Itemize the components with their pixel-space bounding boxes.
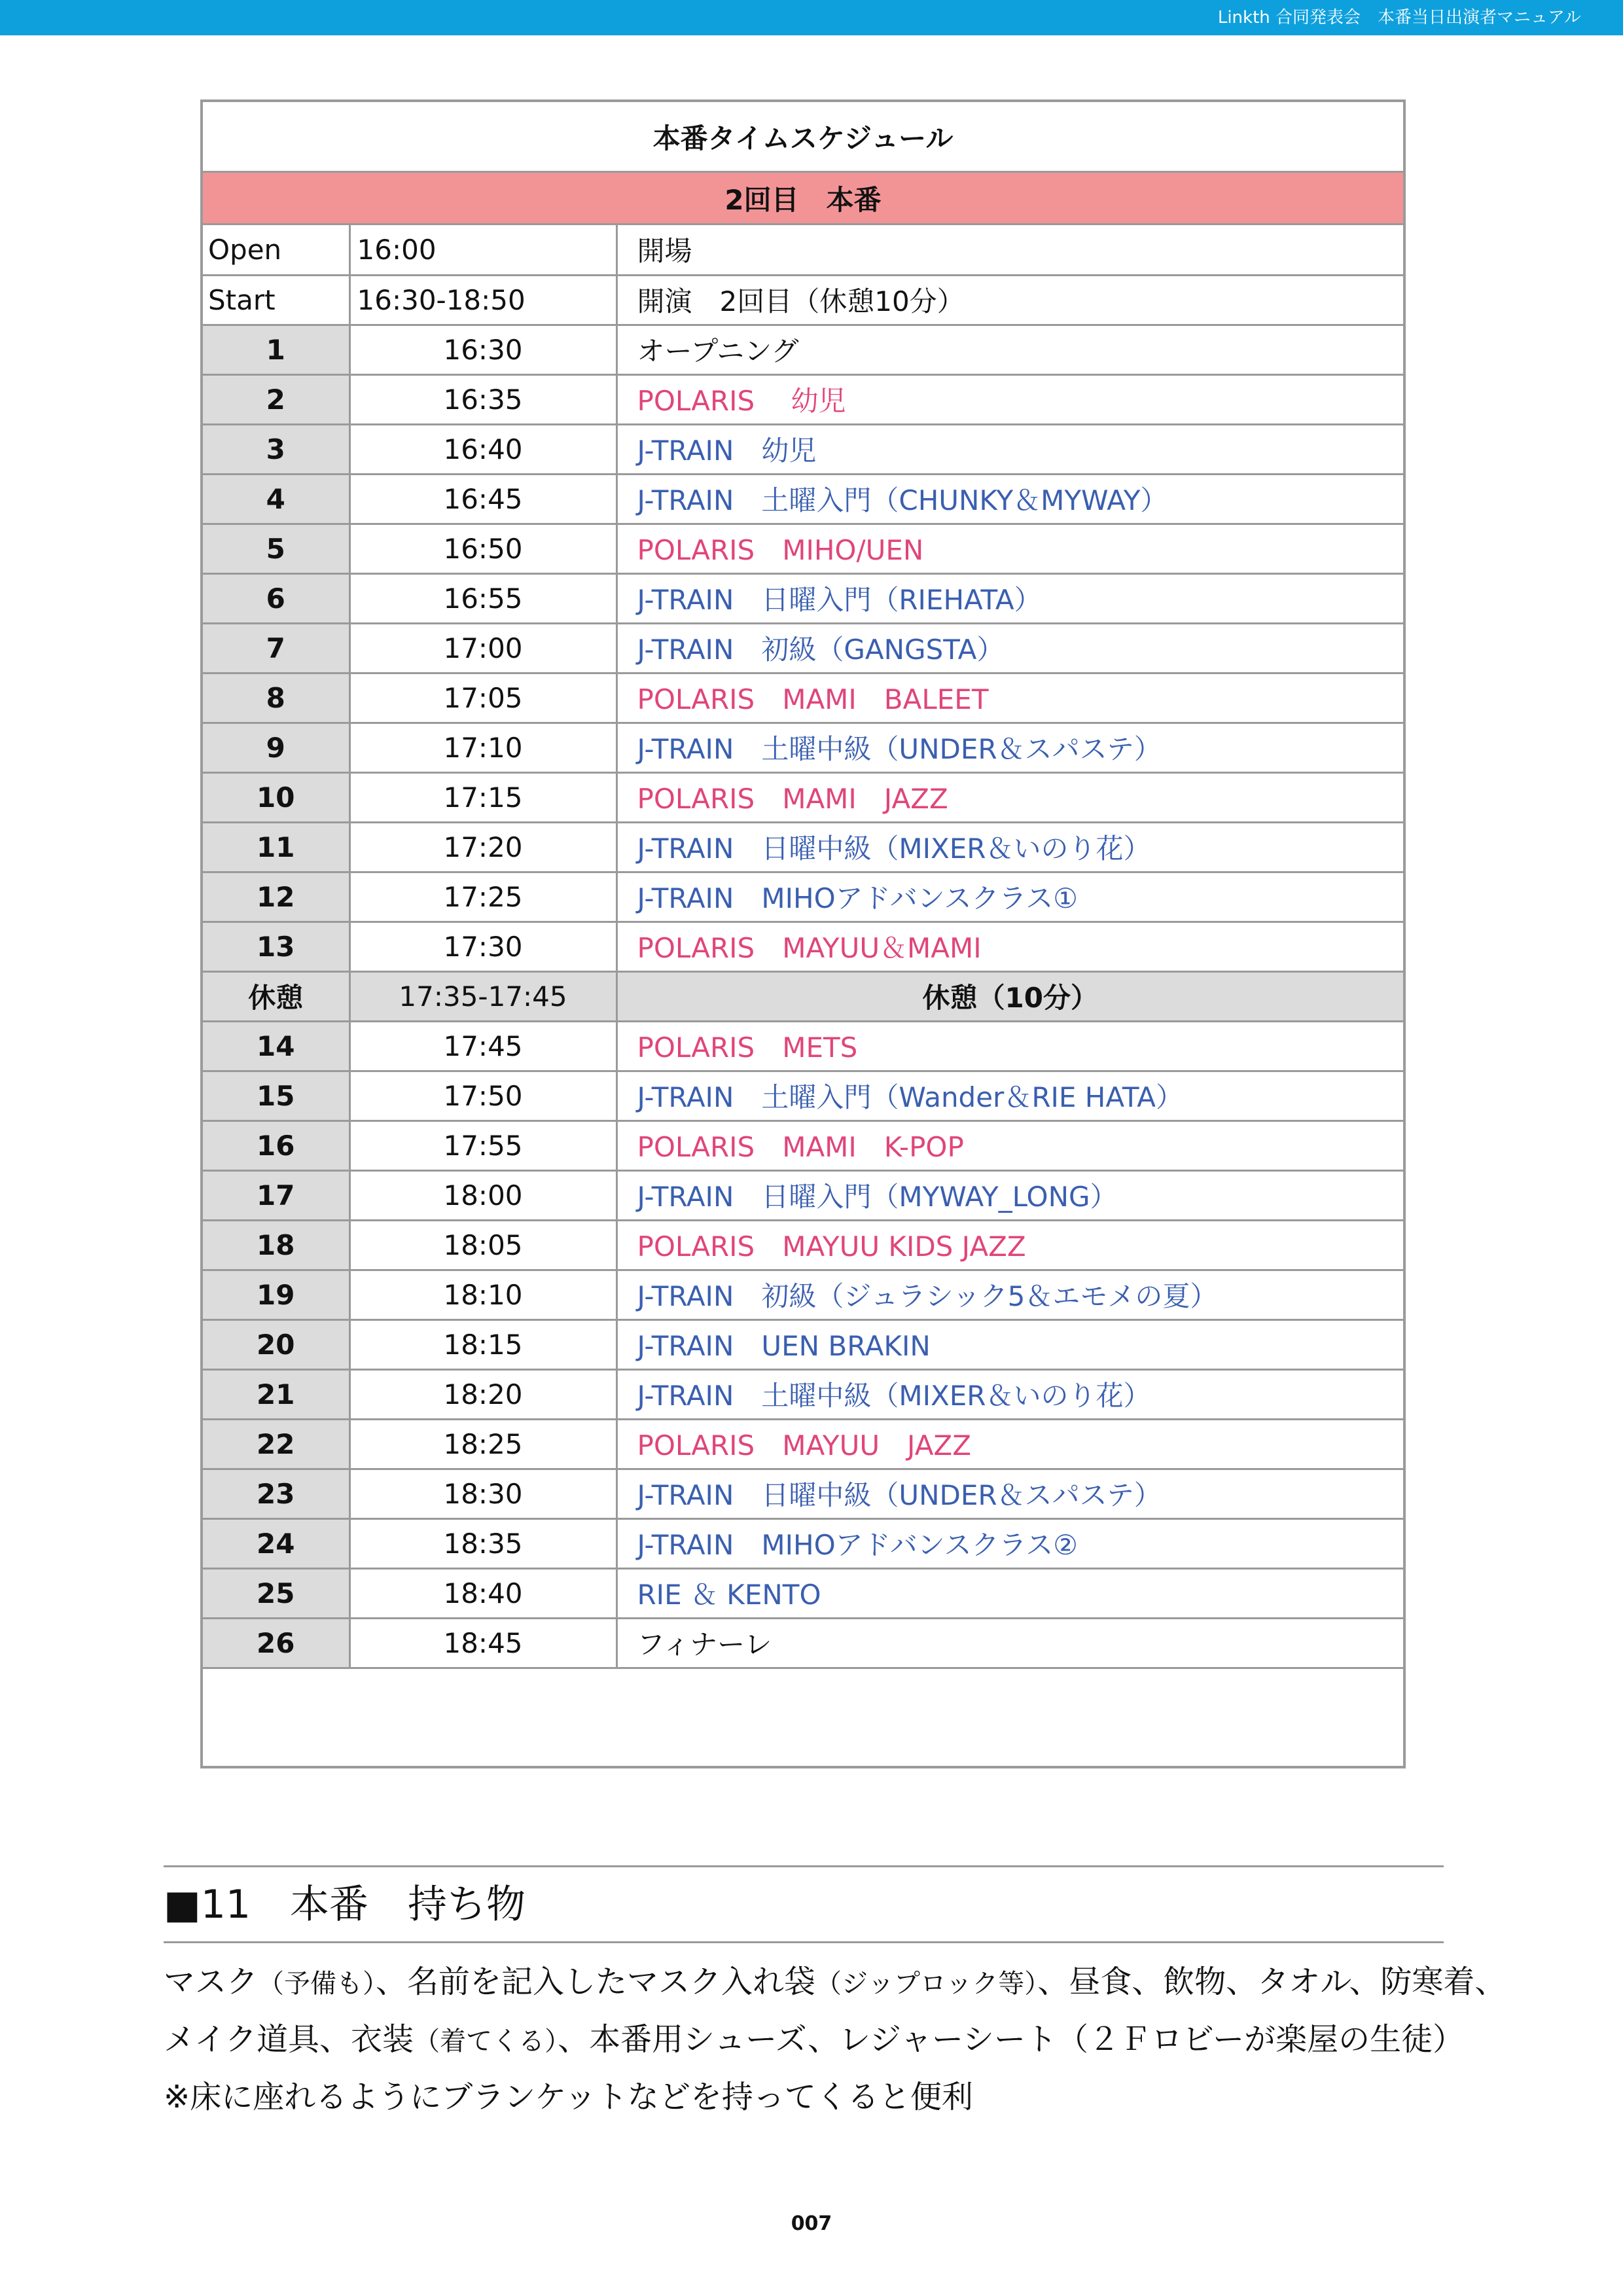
act-time: 18:30 [349, 1469, 616, 1518]
items-note: （ジップロック等） [815, 1969, 1038, 1999]
page-number: 007 [791, 2212, 832, 2235]
act-description: J-TRAIN MIHOアドバンスクラス① [616, 872, 1403, 922]
act-number: 6 [203, 573, 349, 623]
act-time: 18:45 [349, 1618, 616, 1668]
act-number: 19 [203, 1270, 349, 1319]
act-time: 17:25 [349, 872, 616, 922]
act-description: J-TRAIN 日曜入門（RIEHATA） [616, 573, 1403, 623]
schedule-row [203, 922, 1403, 971]
schedule-row [203, 474, 1403, 524]
act-time: 16:30 [349, 325, 616, 374]
act-time: 16:50 [349, 524, 616, 573]
act-description: J-TRAIN 幼児 [616, 424, 1403, 474]
schedule-row [203, 1220, 1403, 1270]
schedule-row [203, 573, 1403, 623]
open-row [203, 225, 1403, 275]
act-time: 16:40 [349, 424, 616, 474]
schedule-row [203, 723, 1403, 772]
break-time: 17:35-17:45 [349, 971, 616, 1021]
items-text: 、昼食、飲物、タオル、防寒着、 [1037, 1964, 1507, 2000]
act-time: 17:10 [349, 723, 616, 772]
items-line-1 [164, 1961, 1507, 2005]
schedule-row [203, 1568, 1403, 1618]
act-description: POLARIS MAYUU＆MAMI [616, 922, 1403, 971]
act-number: 16 [203, 1121, 349, 1170]
schedule-row [203, 822, 1403, 872]
items-text: メイク道具、衣装 [164, 2021, 414, 2058]
act-time: 18:40 [349, 1568, 616, 1618]
act-time: 17:00 [349, 623, 616, 673]
act-number: 15 [203, 1071, 349, 1121]
act-number: 2 [203, 374, 349, 424]
items-text: マスク [164, 1964, 259, 2000]
open-desc: 開場 [616, 225, 1403, 275]
schedule-row [203, 424, 1403, 474]
section-divider-top [164, 1865, 1444, 1867]
act-description: J-TRAIN 日曜中級（UNDER＆スパステ） [616, 1469, 1403, 1518]
schedule-row [203, 1469, 1403, 1518]
act-description: J-TRAIN 日曜入門（MYWAY_LONG） [616, 1170, 1403, 1220]
start-desc: 開演 2回目（休憩10分） [616, 275, 1403, 325]
act-number: 1 [203, 325, 349, 374]
act-description: J-TRAIN 土曜中級（UNDER＆スパステ） [616, 723, 1403, 772]
act-number: 8 [203, 673, 349, 723]
act-number: 18 [203, 1220, 349, 1270]
items-note: （着てくる） [414, 2026, 558, 2056]
schedule-row [203, 1121, 1403, 1170]
act-number: 20 [203, 1319, 349, 1369]
act-number: 11 [203, 822, 349, 872]
act-number: 12 [203, 872, 349, 922]
act-time: 18:00 [349, 1170, 616, 1220]
header-bar [0, 0, 1623, 35]
schedule-row [203, 374, 1403, 424]
act-description: POLARIS MAMI BALEET [616, 673, 1403, 723]
open-time: 16:00 [349, 225, 616, 275]
act-number: 3 [203, 424, 349, 474]
schedule-row [203, 1319, 1403, 1369]
start-time: 16:30-18:50 [349, 275, 616, 325]
act-number: 7 [203, 623, 349, 673]
act-number: 5 [203, 524, 349, 573]
act-number: 23 [203, 1469, 349, 1518]
act-time: 17:05 [349, 673, 616, 723]
schedule-row [203, 524, 1403, 573]
schedule-grid [203, 225, 1403, 1669]
act-number: 25 [203, 1568, 349, 1618]
schedule-table [200, 99, 1406, 1768]
act-time: 18:05 [349, 1220, 616, 1270]
start-label: Start [203, 275, 349, 325]
schedule-row [203, 872, 1403, 922]
act-description: POLARIS METS [616, 1021, 1403, 1071]
act-time: 17:50 [349, 1071, 616, 1121]
act-description: J-TRAIN 土曜入門（CHUNKY＆MYWAY） [616, 474, 1403, 524]
act-description: フィナーレ [616, 1618, 1403, 1668]
act-time: 17:15 [349, 772, 616, 822]
break-description: 休憩（10分） [616, 971, 1403, 1021]
act-description: RIE ＆ KENTO [616, 1568, 1403, 1618]
act-description: オープニング [616, 325, 1403, 374]
act-number: 10 [203, 772, 349, 822]
act-description: J-TRAIN 初級（ジュラシック5＆エモメの夏） [616, 1270, 1403, 1319]
schedule-row [203, 1270, 1403, 1319]
items-line-3: ※床に座れるようにブランケットなどを持ってくると便利 [164, 2079, 973, 2115]
schedule-row [203, 673, 1403, 723]
act-time: 17:55 [349, 1121, 616, 1170]
items-note: （予備も） [258, 1969, 376, 1999]
act-number: 22 [203, 1419, 349, 1469]
schedule-row [203, 1021, 1403, 1071]
act-description: POLARIS MIHO/UEN [616, 524, 1403, 573]
act-description: J-TRAIN MIHOアドバンスクラス② [616, 1518, 1403, 1568]
items-text: 、名前を記入したマスク入れ袋 [376, 1964, 816, 2000]
items-line-2 [164, 2018, 1466, 2062]
act-time: 16:45 [349, 474, 616, 524]
start-row [203, 275, 1403, 325]
schedule-row [203, 1618, 1403, 1668]
act-time: 18:20 [349, 1369, 616, 1419]
break-row [203, 971, 1403, 1021]
act-number: 4 [203, 474, 349, 524]
act-number: 17 [203, 1170, 349, 1220]
schedule-row [203, 1518, 1403, 1568]
act-time: 17:30 [349, 922, 616, 971]
act-description: J-TRAIN 初級（GANGSTA） [616, 623, 1403, 673]
act-number: 14 [203, 1021, 349, 1071]
act-description: J-TRAIN 土曜入門（Wander＆RIE HATA） [616, 1071, 1403, 1121]
act-time: 18:35 [349, 1518, 616, 1568]
schedule-row [203, 772, 1403, 822]
act-time: 18:10 [349, 1270, 616, 1319]
header-title: Linkth 合同発表会 本番当日出演者マニュアル [1217, 8, 1581, 27]
schedule-row [203, 1170, 1403, 1220]
act-description: J-TRAIN 日曜中級（MIXER＆いのり花） [616, 822, 1403, 872]
open-label: Open [203, 225, 349, 275]
act-time: 17:45 [349, 1021, 616, 1071]
act-description: POLARIS MAMI JAZZ [616, 772, 1403, 822]
act-time: 17:20 [349, 822, 616, 872]
act-time: 18:25 [349, 1419, 616, 1469]
break-label: 休憩 [203, 971, 349, 1021]
act-number: 9 [203, 723, 349, 772]
act-number: 13 [203, 922, 349, 971]
act-description: J-TRAIN UEN BRAKIN [616, 1319, 1403, 1369]
act-description: J-TRAIN 土曜中級（MIXER＆いのり花） [616, 1369, 1403, 1419]
act-description: POLARIS MAMI K-POP [616, 1121, 1403, 1170]
schedule-title: 本番タイムスケジュール [203, 102, 1403, 173]
act-time: 16:55 [349, 573, 616, 623]
section-heading: ■11 本番 持ち物 [164, 1882, 526, 1928]
schedule-row [203, 1369, 1403, 1419]
act-time: 18:15 [349, 1319, 616, 1369]
act-number: 24 [203, 1518, 349, 1568]
schedule-row [203, 1071, 1403, 1121]
schedule-row [203, 623, 1403, 673]
section-divider-bottom [164, 1941, 1444, 1943]
act-number: 26 [203, 1618, 349, 1668]
act-description: POLARIS MAYUU KIDS JAZZ [616, 1220, 1403, 1270]
items-text: 、本番用シューズ、レジャーシート（２Ｆロビーが楽屋の生徒） [558, 2021, 1465, 2058]
act-number: 21 [203, 1369, 349, 1419]
schedule-row [203, 1419, 1403, 1469]
act-time: 16:35 [349, 374, 616, 424]
act-description: POLARIS 幼児 [616, 374, 1403, 424]
schedule-row [203, 325, 1403, 374]
act-description: POLARIS MAYUU JAZZ [616, 1419, 1403, 1469]
round-label: 2回目 本番 [203, 173, 1403, 225]
